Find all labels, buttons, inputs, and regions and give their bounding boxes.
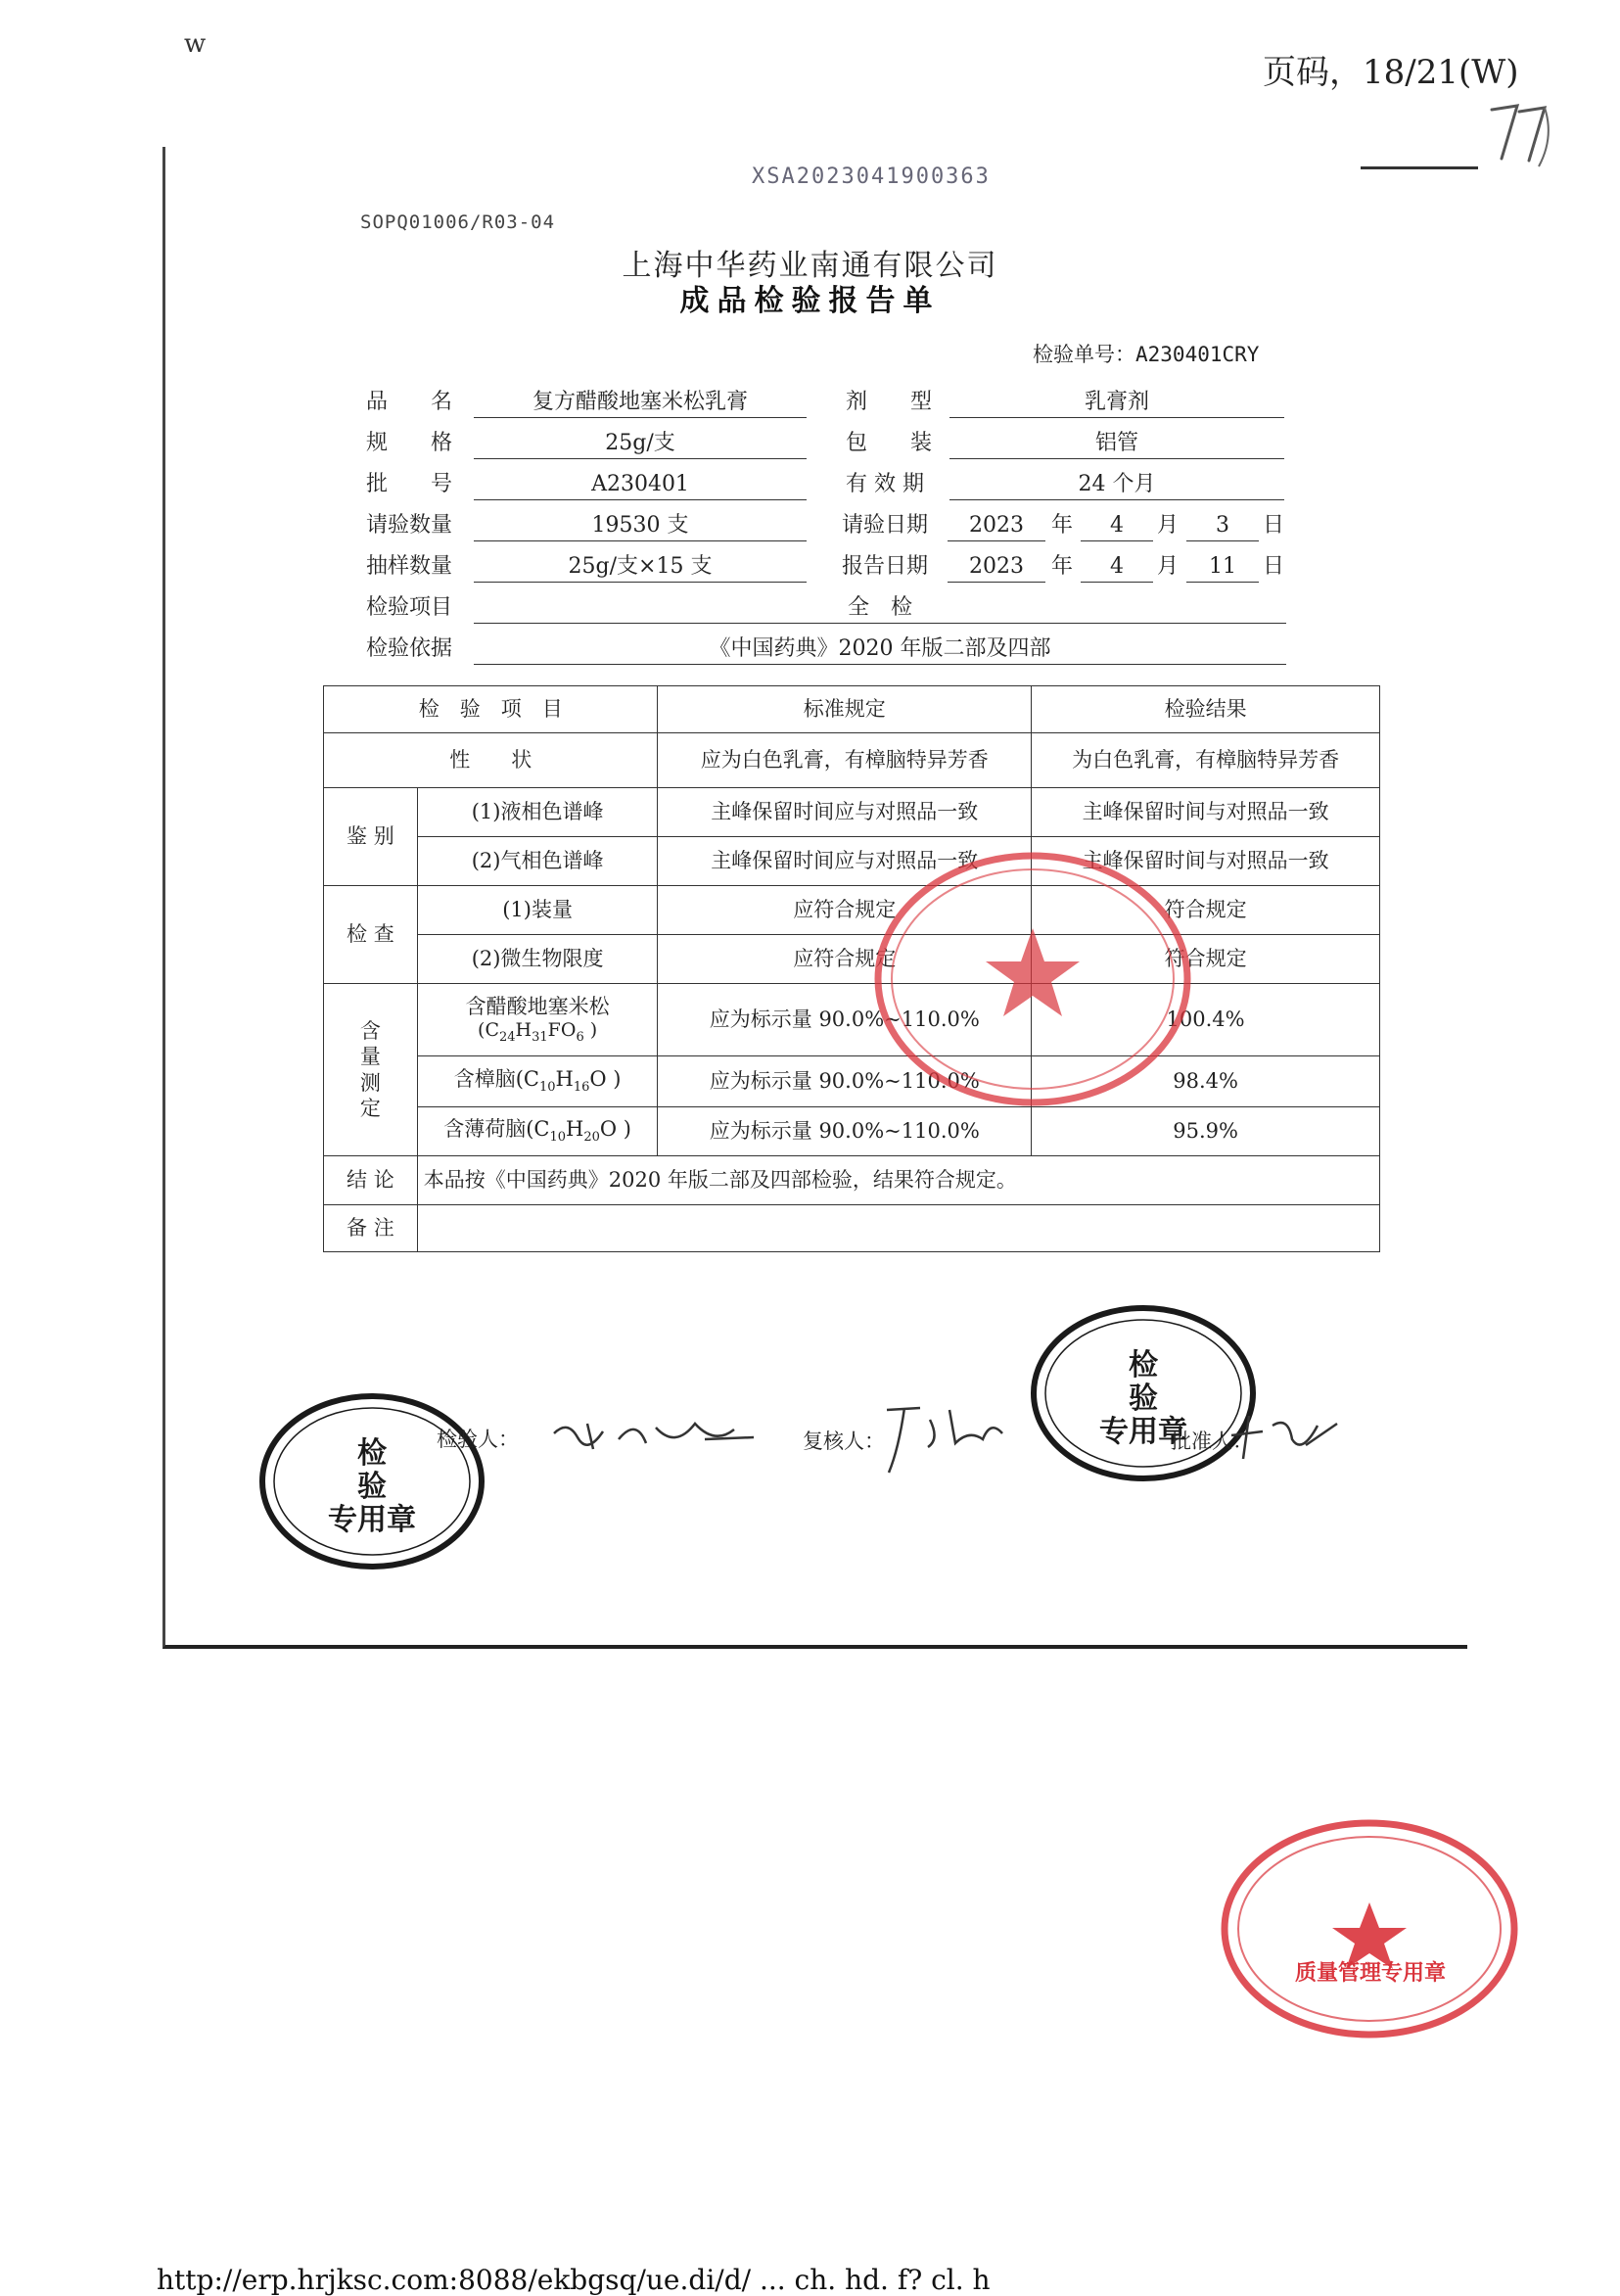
cell-item: 含樟脑($C_{10}H_{16}O$ ) [417, 1056, 658, 1107]
report-number-label: 检验单号： [1033, 343, 1135, 366]
table-row [324, 837, 1380, 886]
date-day-unit: 日 [1263, 554, 1285, 579]
url-footer: http://erp.hrjksc.com:8088/ekbgsq/ue.di/d/ ... ch. hd. f? cl. h [157, 2264, 991, 2296]
table-row [324, 1107, 1380, 1156]
field-label: 请验日期 [842, 513, 929, 538]
table-row [324, 935, 1380, 984]
remarks-text [417, 1205, 1379, 1252]
cell-standard: 应符合规定 [658, 886, 1032, 935]
form-code: SOPQ01006/R03-04 [360, 211, 556, 233]
table-row [324, 788, 1380, 837]
header-standard: 标准规定 [658, 686, 1032, 733]
cell-standard: 应符合规定 [658, 935, 1032, 984]
cell-standard: 应为标示量 90.0%~110.0% [658, 984, 1032, 1056]
inspection-seal-left-center: 检 验 专用章 [328, 1436, 416, 1537]
date-month-unit: 月 [1157, 513, 1180, 538]
field-label: 检验依据 [366, 636, 453, 661]
red-seal-table [866, 842, 1199, 1116]
serial-code: XSA2023041900363 [752, 164, 991, 189]
cell-result: 符合规定 [1032, 935, 1380, 984]
red-quality-seal [1218, 1816, 1521, 2041]
cell-result: 95.9% [1032, 1107, 1380, 1156]
field-value: 《中国药典》2020 年版二部及四部 [474, 634, 1286, 665]
report-number [1033, 339, 1259, 368]
field-value: 全 检 [474, 593, 1286, 624]
date-month: 4 [1081, 511, 1153, 541]
report-number-value: A230401CRY [1135, 343, 1260, 366]
field-label: 品 名 [366, 390, 453, 414]
group-assay [324, 984, 418, 1156]
remarks-label: 备 注 [324, 1205, 418, 1252]
table-row [324, 886, 1380, 935]
field-label: 批 号 [366, 472, 453, 496]
approver-label: 批准人： [1171, 1429, 1253, 1453]
item-formula: ($C_{24}H_{31}FO_6$ ) [478, 1019, 598, 1045]
cell-standard: 主峰保留时间应与对照品一致 [658, 788, 1032, 837]
corner-mark: w [184, 29, 207, 59]
group-char: 含 [359, 1019, 381, 1043]
cell-item: 性 状 [324, 733, 658, 788]
group-inspection: 检 查 [324, 886, 418, 984]
group-char: 测 [359, 1070, 381, 1095]
cell-result: 符合规定 [1032, 886, 1380, 935]
field-label: 剂 型 [846, 390, 933, 414]
date-year: 2023 [948, 552, 1045, 583]
cell-standard: 应为标示量 90.0%~110.0% [658, 1056, 1032, 1107]
field-label: 包 装 [846, 431, 933, 455]
conclusion-label: 结 论 [324, 1156, 418, 1205]
date-year: 2023 [948, 511, 1045, 541]
table-row-remarks [324, 1205, 1380, 1252]
cell-result: 为白色乳膏，有樟脑特异芳香 [1032, 733, 1380, 788]
field-value: 24 个月 [949, 470, 1284, 500]
cell-item: (1)装量 [417, 886, 658, 935]
inspector-signature [548, 1410, 764, 1459]
field-value: 25g/支 [474, 429, 807, 459]
item-name: 含醋酸地塞米松 [465, 994, 610, 1018]
cell-item: (2)气相色谱峰 [417, 837, 658, 886]
cell-standard: 应为标示量 90.0%~110.0% [658, 1107, 1032, 1156]
date-day: 11 [1186, 552, 1259, 583]
field-value: 25g/支×15 支 [474, 552, 807, 583]
group-char: 定 [359, 1096, 381, 1120]
field-value: 铝管 [949, 429, 1284, 459]
date-day-unit: 日 [1263, 513, 1285, 538]
results-table [323, 685, 1380, 1252]
field-label: 检验项目 [366, 595, 453, 620]
header-result: 检验结果 [1032, 686, 1380, 733]
red-quality-seal-text: 质量管理专用章 [1294, 1960, 1446, 1986]
reviewer-label: 复核人： [803, 1429, 885, 1453]
field-value: 乳膏剂 [949, 388, 1284, 418]
group-char: 量 [359, 1045, 381, 1069]
approver-signature [1224, 1406, 1341, 1465]
field-label: 抽样数量 [366, 554, 453, 579]
cell-result: 主峰保留时间与对照品一致 [1032, 837, 1380, 886]
page-number: 页码，18/21(W) [1263, 53, 1519, 92]
cell-result: 主峰保留时间与对照品一致 [1032, 788, 1380, 837]
field-label: 报告日期 [842, 554, 929, 579]
cell-item: (1)液相色谱峰 [417, 788, 658, 837]
field-value: 复方醋酸地塞米松乳膏 [474, 388, 807, 418]
cell-item: 含薄荷脑($C_{10}H_{20}O$ ) [417, 1107, 658, 1156]
cell-result: 100.4% [1032, 984, 1380, 1056]
inspector-label: 检验人： [437, 1428, 519, 1451]
date-day: 3 [1186, 511, 1259, 541]
date-year-unit: 年 [1051, 554, 1074, 579]
field-label: 规 格 [366, 431, 453, 455]
table-row-appearance [324, 733, 1380, 788]
field-label: 请验数量 [366, 513, 453, 538]
field-label: 有 效 期 [846, 472, 924, 496]
date-year-unit: 年 [1051, 513, 1074, 538]
header-item: 检 验 项 目 [324, 686, 658, 733]
cell-item: (2)微生物限度 [417, 935, 658, 984]
cell-standard: 主峰保留时间应与对照品一致 [658, 837, 1032, 886]
table-row [324, 1056, 1380, 1107]
field-value: 19530 支 [474, 511, 807, 541]
table-row [324, 984, 1380, 1056]
reviewer-signature [881, 1400, 1008, 1478]
table-row-conclusion [324, 1156, 1380, 1205]
cell-standard: 应为白色乳膏，有樟脑特异芳香 [658, 733, 1032, 788]
handwritten-number-77 [1488, 98, 1556, 176]
group-identification: 鉴 别 [324, 788, 418, 886]
date-month: 4 [1081, 552, 1153, 583]
report-title: 成品检验报告单 [679, 284, 941, 318]
company-title: 上海中华药业南通有限公司 [622, 249, 998, 283]
table-header-row [324, 686, 1380, 733]
cell-item [417, 984, 658, 1056]
cell-result: 98.4% [1032, 1056, 1380, 1107]
date-month-unit: 月 [1157, 554, 1180, 579]
inspection-seal-right-center: 检 验 专用章 [1099, 1348, 1187, 1449]
conclusion-text: 本品按《中国药典》2020 年版二部及四部检验，结果符合规定。 [417, 1156, 1379, 1205]
field-value: A230401 [474, 470, 807, 500]
